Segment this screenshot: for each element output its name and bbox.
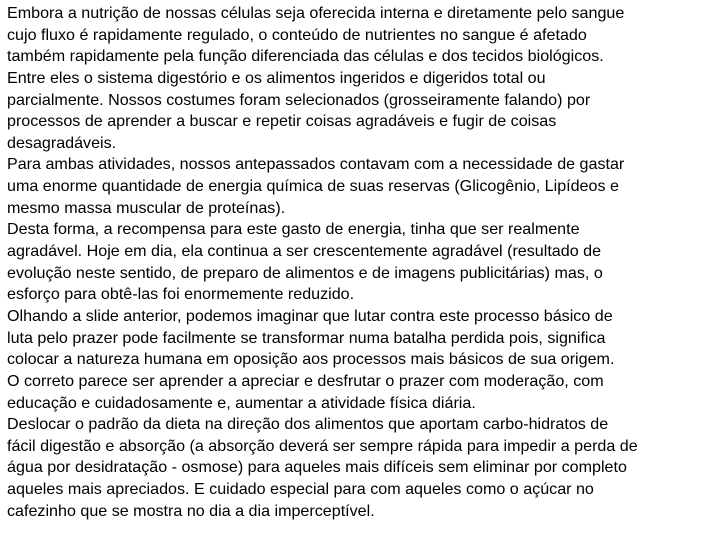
text-line: parcialmente. Nossos costumes foram selecionados (grosseiramente falando) por — [7, 90, 591, 109]
text-line: aqueles mais apreciados. E cuidado especial para com aqueles como o açúcar no — [7, 480, 594, 499]
text-line: luta pelo prazer pode facilmente se transformar numa batalha perdida pois, significa — [7, 328, 606, 347]
text-line: Olhando a slide anterior, podemos imaginar que lutar contra este processo básico de — [7, 306, 613, 325]
text-line: esforço para obtê-las foi enormemente reduzido. — [7, 285, 355, 304]
text-line: também rapidamente pela função diferenciada das células e dos tecidos biológicos. — [7, 47, 604, 66]
text-line: fácil digestão e absorção (a absorção deverá ser sempre rápida para impedir a perda de — [7, 436, 638, 455]
text-line: Deslocar o padrão da dieta na direção dos alimentos que aportam carbo-hidratos de — [7, 415, 609, 434]
text-line: O correto parece ser aprender a apreciar e desfrutar o prazer com moderação, com — [7, 371, 604, 390]
text-line: Para ambas atividades, nossos antepassados contavam com a necessidade de gastar — [7, 155, 625, 174]
text-line: Embora a nutrição de nossas células seja oferecida interna e diretamente pelo sangue — [7, 4, 625, 22]
text-line: desagradáveis. — [7, 133, 117, 152]
text-line: mesmo massa muscular de proteínas). — [7, 198, 286, 217]
text-line: agradável. Hoje em dia, ela continua a ser crescentemente agradável (resultado de — [7, 242, 602, 261]
text-line: educação e cuidadosamente e, aumentar a atividade física diária. — [7, 393, 476, 412]
text-line: cafezinho que se mostra no dia a dia imperceptível. — [7, 501, 375, 520]
text-line: uma enorme quantidade de energia química de suas reservas (Glicogênio, Lipídeos e — [7, 177, 619, 196]
text-line: evolução neste sentido, de preparo de alimentos e de imagens publicitárias) mas, o — [7, 263, 603, 282]
text-line: água por desidratação - osmose) para aqueles mais difíceis sem eliminar por completo — [7, 458, 627, 477]
text-body — [7, 3, 714, 522]
text-line: processos de aprender a buscar e repetir coisas agradáveis e fugir de coisas — [7, 112, 557, 131]
text-line: colocar a natureza humana em oposição aos processos mais básicos de sua origem. — [7, 350, 615, 369]
text-line: Entre eles o sistema digestório e os alimentos ingeridos e digeridos total ou — [7, 68, 546, 87]
text-line: cujo fluxo é rapidamente regulado, o conteúdo de nutrientes no sangue é afetado — [7, 25, 587, 44]
text-line: Desta forma, a recompensa para este gasto de energia, tinha que ser realmente — [7, 220, 580, 239]
